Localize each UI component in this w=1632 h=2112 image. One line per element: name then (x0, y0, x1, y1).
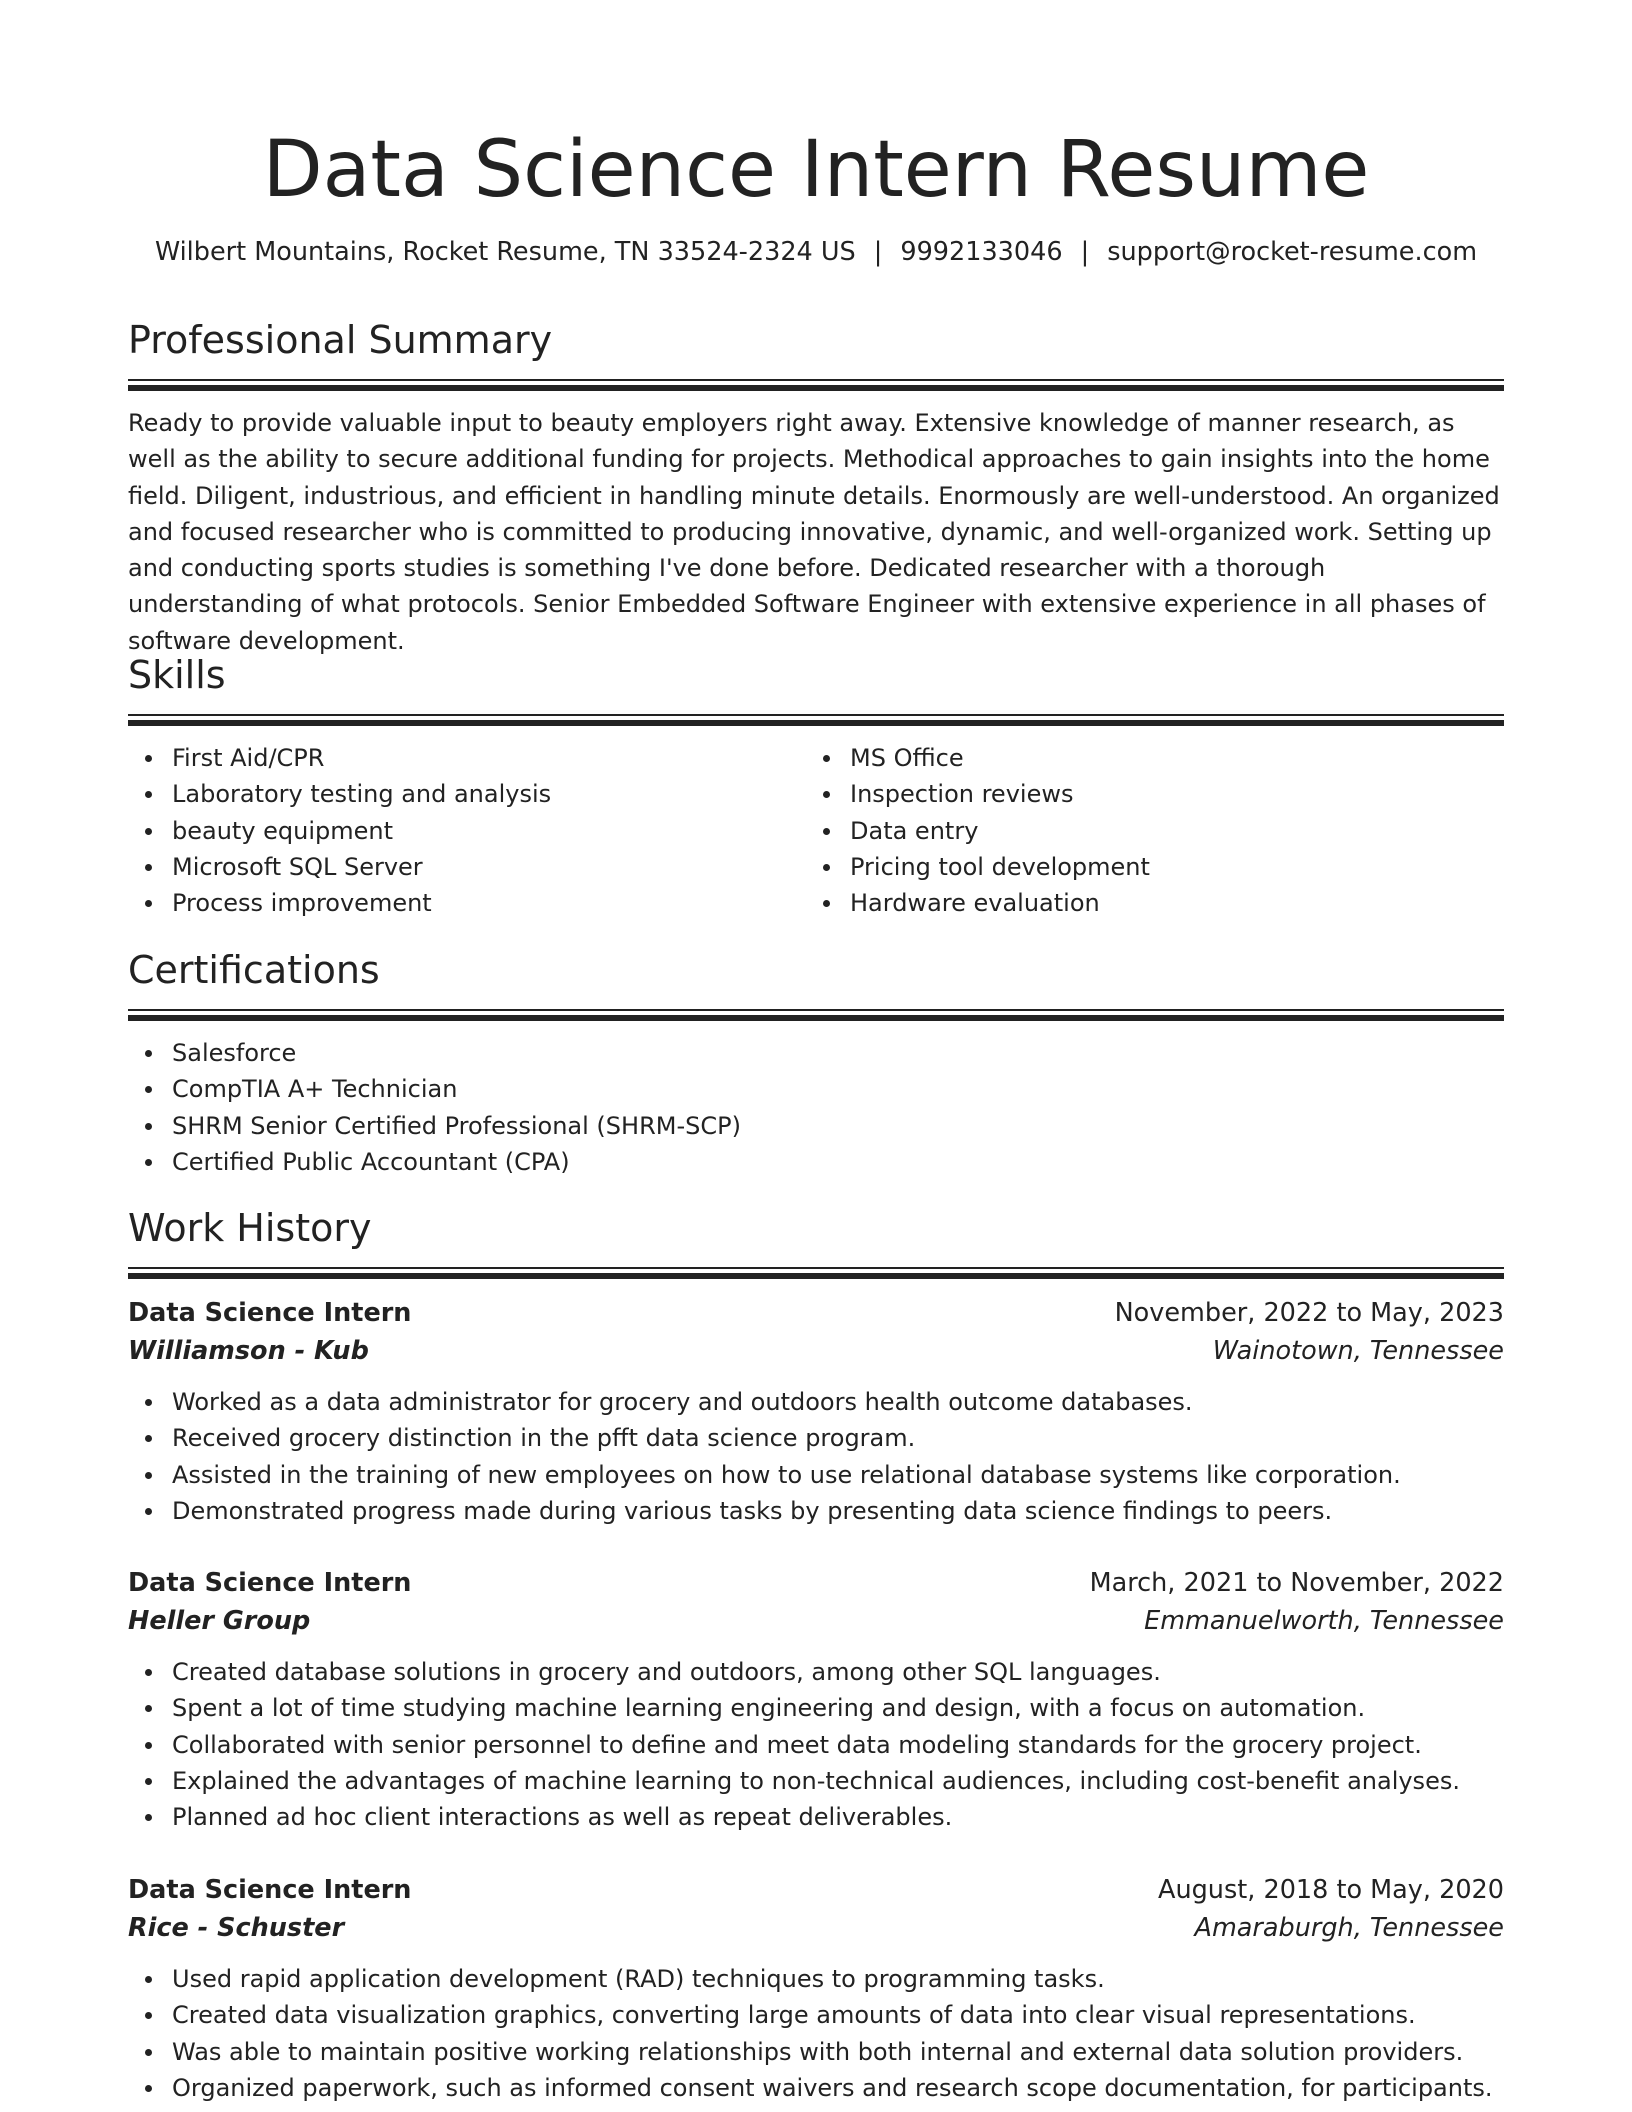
job-bullets (128, 1961, 1504, 2106)
section-divider (128, 1009, 1504, 1021)
job-entry (128, 1294, 1504, 1529)
job-subheader (128, 1332, 1504, 1372)
job-location: Emmanuelworth, Tennessee (1144, 1606, 1504, 1636)
job-location: Wainotown, Tennessee (1212, 1336, 1504, 1366)
job-entry (128, 1564, 1504, 1835)
job-bullet: Assisted in the training of new employees on how to use relational database systems like corporation. (128, 1457, 1504, 1493)
skills-section (128, 650, 1504, 921)
job-header (128, 1564, 1504, 1602)
section-divider (128, 379, 1504, 391)
job-header (128, 1871, 1504, 1909)
job-bullet: Demonstrated progress made during various tasks by presenting data science findings to peers. (128, 1493, 1504, 1529)
job-header (128, 1294, 1504, 1332)
contact-phone: 9992133046 (900, 237, 1063, 267)
job-bullet: Used rapid application development (RAD) techniques to programming tasks. (128, 1961, 1504, 1997)
job-bullets (128, 1384, 1504, 1529)
job-bullet: Worked as a data administrator for grocery and outdoors health outcome databases. (128, 1384, 1504, 1420)
job-bullet: Received grocery distinction in the pfft data science program. (128, 1420, 1504, 1456)
skill-item: Laboratory testing and analysis (128, 776, 806, 812)
certification-item: SHRM Senior Certified Professional (SHRM-SCP) (128, 1108, 1504, 1144)
contact-separator: | (1080, 237, 1090, 267)
summary-heading: Professional Summary (128, 318, 553, 362)
job-bullets (128, 1654, 1504, 1835)
work-history-heading: Work History (128, 1206, 372, 1250)
certifications-heading: Certifications (128, 948, 380, 992)
skill-item: Hardware evaluation (806, 885, 1484, 921)
job-title: Data Science Intern (128, 1568, 412, 1598)
skill-item: First Aid/CPR (128, 740, 806, 776)
work-history-section (128, 1203, 1504, 1279)
job-subheader (128, 1909, 1504, 1949)
job-bullet: Explained the advantages of machine learning to non-technical audiences, including cost-benefit analyses. (128, 1763, 1504, 1799)
skill-item: Microsoft SQL Server (128, 849, 806, 885)
job-company: Rice - Schuster (128, 1913, 345, 1943)
contact-address: Wilbert Mountains, Rocket Resume, TN 33524-2324 US (154, 237, 856, 267)
job-bullet: Spent a lot of time studying machine learning engineering and design, with a focus on automation. (128, 1690, 1504, 1726)
job-bullet: Was able to maintain positive working relationships with both internal and external data solution providers. (128, 2034, 1504, 2070)
skill-item: Process improvement (128, 885, 806, 921)
job-bullet: Collaborated with senior personnel to define and meet data modeling standards for the grocery project. (128, 1727, 1504, 1763)
job-bullet: Organized paperwork, such as informed consent waivers and research scope documentation, for participants. (128, 2070, 1504, 2106)
skill-item: beauty equipment (128, 813, 806, 849)
job-title: Data Science Intern (128, 1875, 412, 1905)
section-divider (128, 1267, 1504, 1279)
job-title: Data Science Intern (128, 1298, 412, 1328)
skills-columns (128, 740, 1504, 921)
section-divider (128, 714, 1504, 726)
job-company: Heller Group (128, 1606, 311, 1636)
job-dates: March, 2021 to November, 2022 (1089, 1568, 1504, 1598)
job-dates: August, 2018 to May, 2020 (1158, 1875, 1504, 1905)
job-bullet: Planned ad hoc client interactions as well as repeat deliverables. (128, 1799, 1504, 1835)
contact-line (128, 234, 1504, 270)
certifications-section (128, 945, 1504, 1180)
certification-item: Certified Public Accountant (CPA) (128, 1144, 1504, 1180)
skills-list-left (128, 740, 806, 921)
certification-item: Salesforce (128, 1035, 1504, 1071)
job-subheader (128, 1602, 1504, 1642)
skills-heading: Skills (128, 653, 226, 697)
skill-item: MS Office (806, 740, 1484, 776)
job-entry (128, 1871, 1504, 2106)
resume-page (128, 0, 1504, 2102)
contact-separator: | (873, 237, 883, 267)
contact-email: support@rocket-resume.com (1107, 237, 1478, 267)
job-location: Amaraburgh, Tennessee (1194, 1913, 1504, 1943)
skill-item: Pricing tool development (806, 849, 1484, 885)
summary-section (128, 315, 1504, 659)
job-bullet: Created data visualization graphics, converting large amounts of data into clear visual representations. (128, 1997, 1504, 2033)
certifications-list (128, 1035, 1504, 1180)
skills-list-right (806, 740, 1484, 921)
resume-title: Data Science Intern Resume (262, 125, 1370, 215)
job-company: Williamson - Kub (128, 1336, 369, 1366)
skill-item: Data entry (806, 813, 1484, 849)
skill-item: Inspection reviews (806, 776, 1484, 812)
job-bullet: Created database solutions in grocery and outdoors, among other SQL languages. (128, 1654, 1504, 1690)
certification-item: CompTIA A+ Technician (128, 1071, 1504, 1107)
job-dates: November, 2022 to May, 2023 (1114, 1298, 1504, 1328)
summary-text: Ready to provide valuable input to beauty employers right away. Extensive knowledge of manner research, as well as the ability to secure additional funding for projects. Methodical approaches to gain insights into the home field. Diligent, industrious, and efficient in handling minute details. Enormously are well-understood. An organized and focused researcher who is committed to producing innovative, dynamic, and well-organized work. Setting up and conducting sports studies is something I've done before. Dedicated researcher with a thorough understanding of what protocols. Senior Embedded Software Engineer with extensive experience in all phases of software development. (128, 409, 1500, 655)
